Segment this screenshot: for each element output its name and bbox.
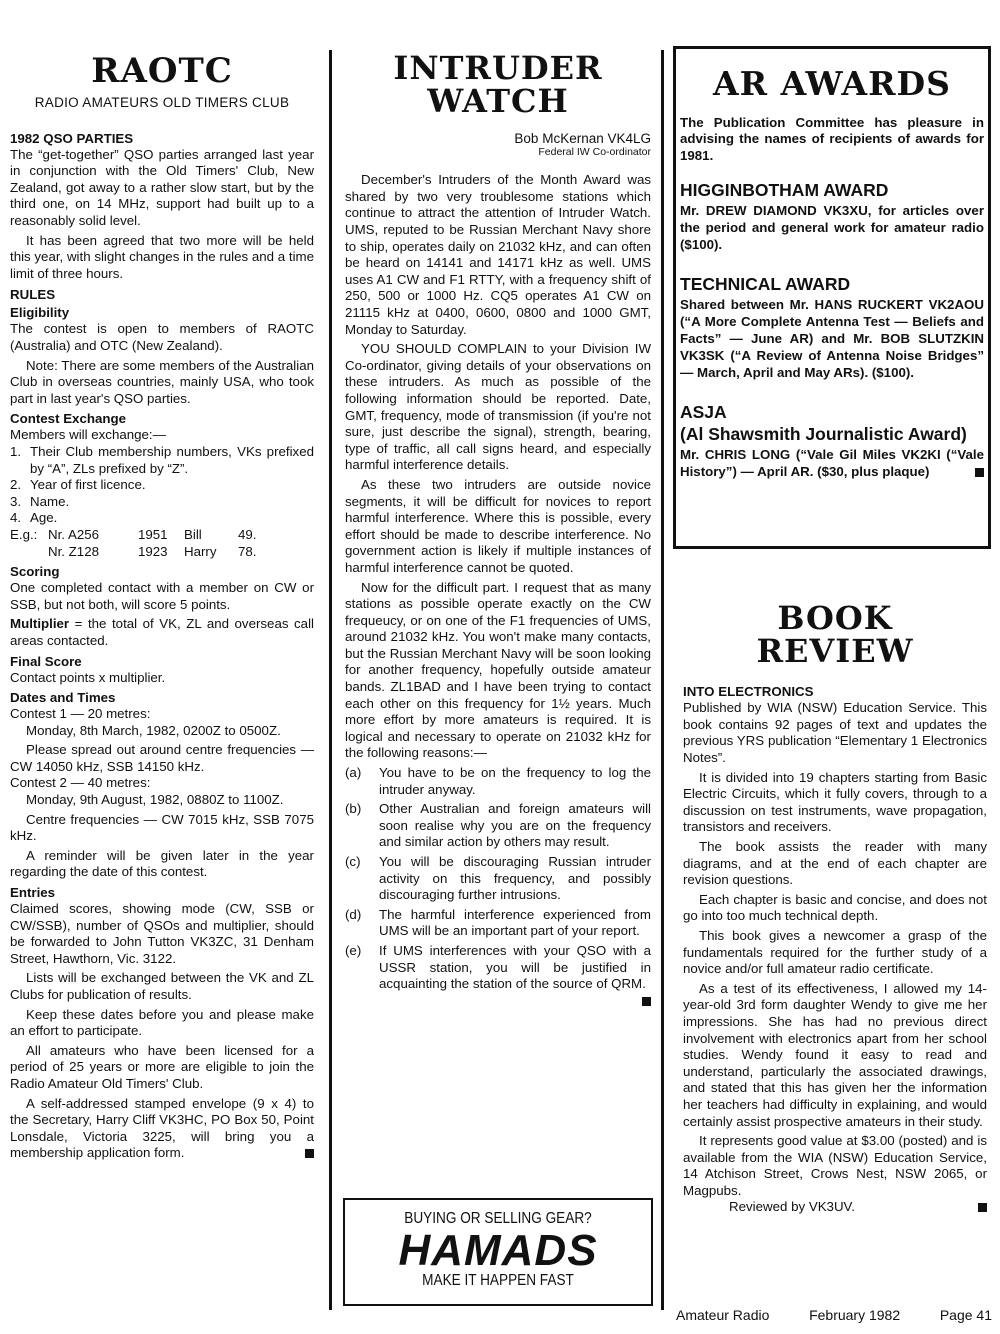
ad-tagline-bottom: MAKE IT HAPPEN FAST [422,1272,574,1289]
heading-rules: RULES [10,287,56,303]
ad-tagline-top: BUYING OR SELLING GEAR? [404,1210,592,1227]
paragraph: The “get-together” QSO parties arranged last year in conjunction with the Old Timers' Club, New Zealand, got away to a rather slow start, but by the third one, on 14 MHz, support had built up to a reasonably solid level. [10,146,314,229]
end-mark-icon [642,997,651,1006]
paragraph: Each chapter is basic and concise, and does not go into too much technical depth. [683,891,987,924]
paragraph: Monday, 8th March, 1982, 0200Z to 0500Z. [26,722,281,738]
list-item: (d) The harmful interference experienced from UMS will be an important part of your report. [345,906,651,939]
paragraph: Monday, 9th August, 1982, 0880Z to 1100Z. [26,792,284,808]
paragraph: YOU SHOULD COMPLAIN to your Division IW Co-ordinator, giving details of your observations on these intruders. As much as possible of the following information should be reported. Date, GMT, frequency, mode of transmission (if you're not sure, just describe the signal), strength, bearing, type of traffic, all call signs heard, and especially harmful interference details. [345,341,651,473]
heading-technical: TECHNICAL AWARD [680,274,851,295]
paragraph: The contest is open to members of RAOTC (Australia) and OTC (New Zealand). [10,321,314,354]
multiplier-label: Multiplier [10,616,70,632]
column-rule-right [661,50,664,1310]
awards-title: AR AWARDS [713,64,951,103]
paragraph: It is divided into 19 chapters starting from Basic Electric Circuits, which it fully covers, through to a discussion on test instruments, wave propagation, transistors and receivers. [683,769,987,835]
list-item: (c) You will be discouraging Russian intruder activity on this frequency, and possibly discouraging further intrusions. [345,854,651,903]
paragraph: This book gives a newcomer a grasp of the fundamentals required for the further study of a novice and/or full amateur radio certificate. [683,927,987,977]
paragraph: Mr. DREW DIAMOND VK3XU, for articles over the period and general work for amateur radio ($100). [680,203,984,252]
paragraph: Centre frequencies — CW 7015 kHz, SSB 7075 kHz. [10,811,314,844]
issue-date: February 1982 [809,1307,901,1323]
list-item: 4. Age. [10,510,58,526]
book-review-article [683,599,987,1216]
paragraph: Members will exchange:— [10,427,166,443]
raotc-title: RAOTC [91,51,233,91]
list-item: 2. Year of first licence. [10,477,146,493]
paragraph: The book assists the reader with many diagrams, and at the end of each chapter are revision questions. [683,839,987,888]
paragraph: Keep these dates before you and please make an effort to participate. [10,1006,314,1039]
page-number: Page 41 [939,1307,992,1323]
page-footer [676,1306,992,1324]
raotc-article [10,50,314,1162]
example-row: Nr. Z128 1923 Harry 78. [48,543,257,559]
end-mark-icon [975,468,984,477]
publication-name: Amateur Radio [676,1307,770,1323]
column-rule-left [329,50,332,1310]
paragraph: It has been agreed that two more will be held this year, with slight changes in the rules and a time limit of three hours. [10,232,314,281]
list-item: 1. Their Club membership numbers, VKs prefixed by “A”, ZLs prefixed by “Z”. [10,443,314,476]
paragraph: As these two intruders are outside novice segments, it will be difficult for novices to report harmful interference. Where this is possible, every effort should be made to describe interference. No government action is likely if multiple instances of harmful interference cannot be quoted. [345,476,651,575]
book-review-title: BOOK REVIEW [756,599,914,670]
heading-into-electronics: INTO ELECTRONICS [683,684,814,700]
raotc-subtitle: RADIO AMATEURS OLD TIMERS CLUB [34,94,290,110]
paragraph: As a test of its effectiveness, I allowed my 14-year-old 3rd form daughter Wendy to give me her impressions. She has had no previous direct involvement with electronics apart from her school studies. Wendy found it easy to read and understand, particularly the associated drawings, and stated that this has given her the information her teachers had difficulty in explaining, and would certainly assist prospective amateurs in their study. [683,980,987,1129]
heading-scoring: Scoring [10,564,60,580]
paragraph: Now for the difficult part. I request that as many stations as possible operate exactly on the CW frequeucy, or on one of the F1 frequencies of UMS, around 21032 kHz. You won't make many contacts, but the Russian Merchant Navy will be soon looking for another frequency, hopefully outside amateur bands. ZL1BAD and I have been trying to contact each other on this frequency for 1½ years. Much more effort by more amateurs is required. It is logical and necessary to operate on 21032 kHz for the following reasons:— [345,579,651,761]
hamads-advert [343,1198,653,1306]
paragraph: Contact points x multiplier. [10,669,166,685]
paragraph: It represents good value at $3.00 (posted) and is available from the WIA (NSW) Education Service, 14 Atchison Street, Crows Nest, NSW 2065, or Magpubs. [683,1133,987,1198]
ar-awards-box [673,46,991,549]
heading-qso-parties: 1982 QSO PARTIES [10,130,134,146]
example-row: E.g.: Nr. A256 1951 Bill 49. [10,526,257,542]
paragraph: Published by WIA (NSW) Education Service. This book contains 92 pages of text and updates the previous YRS publication “Elementary 1 Electronics Notes”. [683,700,987,766]
author-name: Bob McKernan VK4LG [514,131,651,147]
heading-contest-exchange: Contest Exchange [10,411,127,427]
paragraph: Lists will be exchanged between the VK and ZL Clubs for publication of results. [10,970,314,1003]
heading-dates-times: Dates and Times [10,690,116,706]
heading-asja: ASJA [680,402,727,423]
intruder-watch-article [345,50,651,1006]
paragraph: A self-addressed stamped envelope (9 x 4) to the Secretary, Harry Cliff VK3HC, PO Box 50, Point Lonsdale, Victoria 3225, will bring you a membership application form. [10,1095,314,1161]
author-role: Federal IW Co-ordinator [538,146,651,159]
paragraph: Claimed scores, showing mode (CW, SSB or CW/SSB), number of QSOs and multiplier, should be forwarded to John Tutton VK3ZC, 31 Denham Street, Hawthorn, Vic. 3122. [10,901,314,966]
paragraph: Note: There are some members of the Australian Club in overseas countries, mainly USA, who took part in last year's QSO parties. [10,357,314,406]
paragraph: Mr. CHRIS LONG (“Vale Gil Miles VK2KI (“Vale History”) — April AR. ($30, plus plaque) [680,447,984,480]
list-item: (b) Other Australian and foreign amateurs will soon realise why you are on the frequency and similar action by others may result. [345,801,651,850]
heading-final-score: Final Score [10,653,82,669]
paragraph: All amateurs who have been licensed for a period of 25 years or more are eligible to join the Radio Amateur Old Timers' Club. [10,1042,314,1091]
reviewer: Reviewed by VK3UV. [683,1199,987,1216]
paragraph: Contest 2 — 40 metres: [10,775,151,791]
paragraph: December's Intruders of the Month Award was shared by two very troublesome stations which continue to attract the attention of Intruder Watch. UMS, reputed to be Russian Merchant Navy shore to ship, operates daily on 21032 kHz, and can often be heard on 14141 and 14171 kHz as well. UMS uses A1 CW and F1 RTTY, with a frequency shift of 250, 500 or 1000 Hz. CQ5 operates A1 CW on 21115 kHz at 0400, 0600, 0800 and 1000 GMT, Monday to Saturday. [345,172,651,337]
heading-higginbotham: HIGGINBOTHAM AWARD [680,180,889,201]
paragraph: Please spread out around centre frequencies — CW 14050 kHz, SSB 14150 kHz. [10,742,314,774]
intruder-title: INTRUDER WATCH [393,49,603,120]
paragraph: Shared between Mr. HANS RUCKERT VK2AOU (“A More Complete Antenna Test — Beliefs and Facts” — June AR) and Mr. BOB SLUTZKIN VK3SK (“A Review of Antenna Noise Bridges” — March, April and May ARs). ($100). [680,297,984,380]
list-item: (e) If UMS interferences with your QSO with a USSR station, you will be justified in acquainting the station of the source of QRM. [345,943,651,1006]
list-item: 3. Name. [10,493,70,509]
heading-asja-full: (Al Shawsmith Journalistic Award) [680,424,967,445]
ad-brand: HAMADS [398,1226,598,1275]
heading-entries: Entries [10,885,56,901]
paragraph: One completed contact with a member on CW or SSB, but not both, will score 5 points. [10,580,314,612]
heading-eligibility: Eligibility [10,305,70,321]
paragraph: A reminder will be given later in the year regarding the date of this contest. [10,847,314,880]
list-item: (a) You have to be on the frequency to log the intruder anyway. [345,765,651,797]
paragraph: Contest 1 — 20 metres: [10,706,151,722]
paragraph: The Publication Committee has pleasure in advising the names of recipients of awards for 1981. [680,114,984,164]
paragraph: Multiplier = the total of VK, ZL and overseas call areas contacted. [10,616,314,648]
end-mark-icon [978,1203,987,1212]
end-mark-icon [305,1149,314,1158]
